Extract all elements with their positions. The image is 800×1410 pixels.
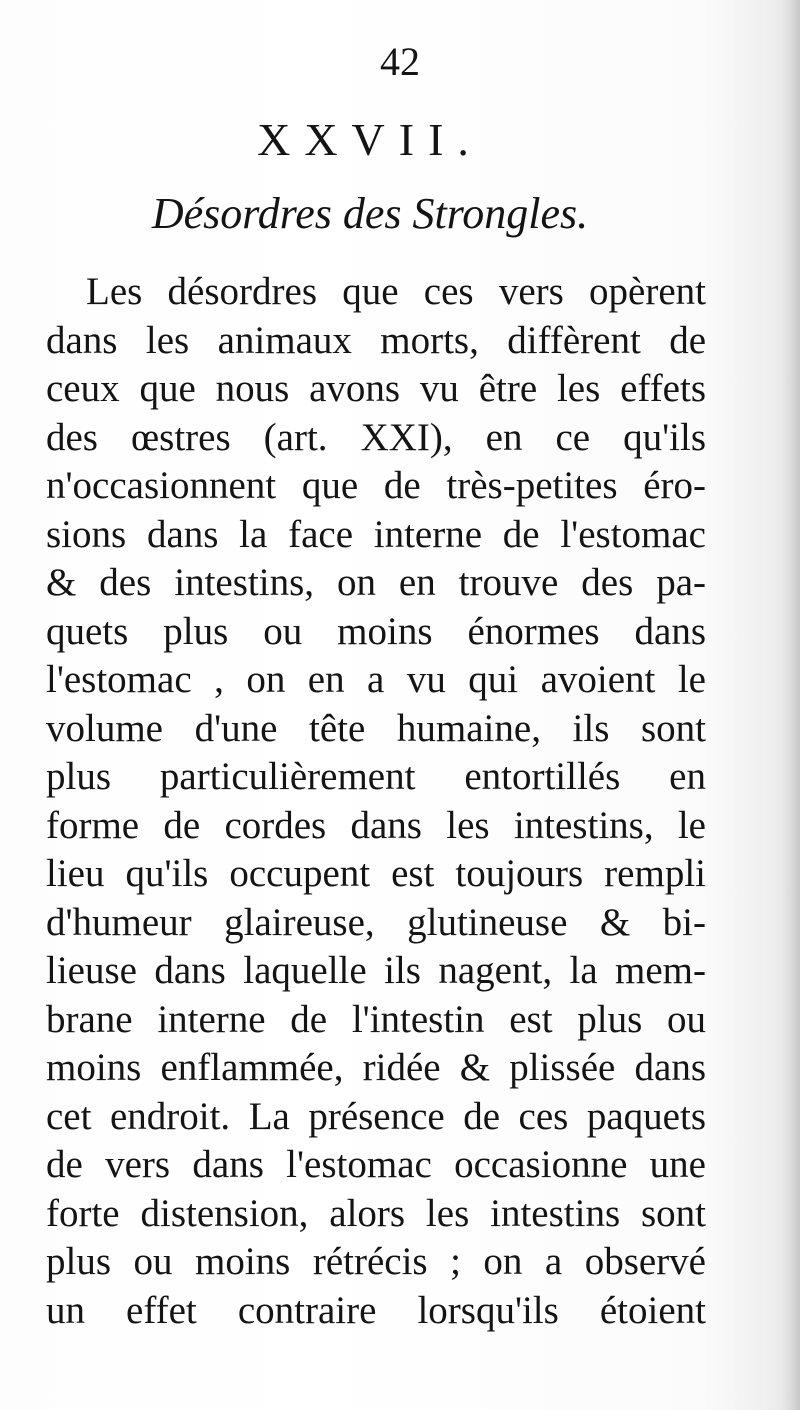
text-line: moins enflammée, ridée & plissée dans xyxy=(46,1046,706,1089)
text-line: plus particulièrement entortillés en xyxy=(46,755,706,798)
page-edge-shadow xyxy=(782,0,800,1410)
text-line: cet endroit. La présence de ces paquets xyxy=(46,1094,706,1138)
text-line: dans les animaux morts, diffèrent de xyxy=(46,318,706,362)
body-text xyxy=(46,268,706,1335)
text-line: des œstres (art. XXI), en ce qu'ils xyxy=(46,415,706,459)
text-line: sions dans la face interne de l'estomac xyxy=(46,512,706,556)
text-line: n'occasionnent que de très-petites éro- xyxy=(46,464,706,507)
text-line: volume d'une tête humaine, ils sont xyxy=(46,706,706,750)
text-line: Les désordres que ces vers opèrent xyxy=(86,270,706,313)
text-line: lieuse dans laquelle ils nagent, la mem- xyxy=(46,949,706,992)
text-line: plus ou moins rétrécis ; on a observé xyxy=(46,1240,706,1283)
text-line: quets plus ou moins énormes dans xyxy=(46,609,706,653)
text-line: ceux que nous avons vu être les effets xyxy=(46,367,706,410)
text-line: d'humeur glaireuse, glutineuse & bi- xyxy=(46,900,706,944)
text-line: lieu qu'ils occupent est toujours rempli xyxy=(46,852,706,895)
page-number: 42 xyxy=(380,39,420,84)
text-line: un effet contraire lorsqu'ils étoient xyxy=(46,1288,706,1332)
chapter-number: XXVII. xyxy=(257,114,483,165)
section-title: Désordres des Strongles. xyxy=(151,189,589,238)
text-line: l'estomac , on en a vu qui avoient le xyxy=(46,658,706,701)
text-line: de vers dans l'estomac occasionne une xyxy=(46,1143,706,1186)
text-line: forme de cordes dans les intestins, le xyxy=(46,803,706,847)
text-line: brane interne de l'intestin est plus ou xyxy=(46,997,706,1041)
text-line: & des intestins, on en trouve des pa- xyxy=(46,561,706,604)
text-line: forte distension, alors les intestins sont xyxy=(46,1191,706,1235)
